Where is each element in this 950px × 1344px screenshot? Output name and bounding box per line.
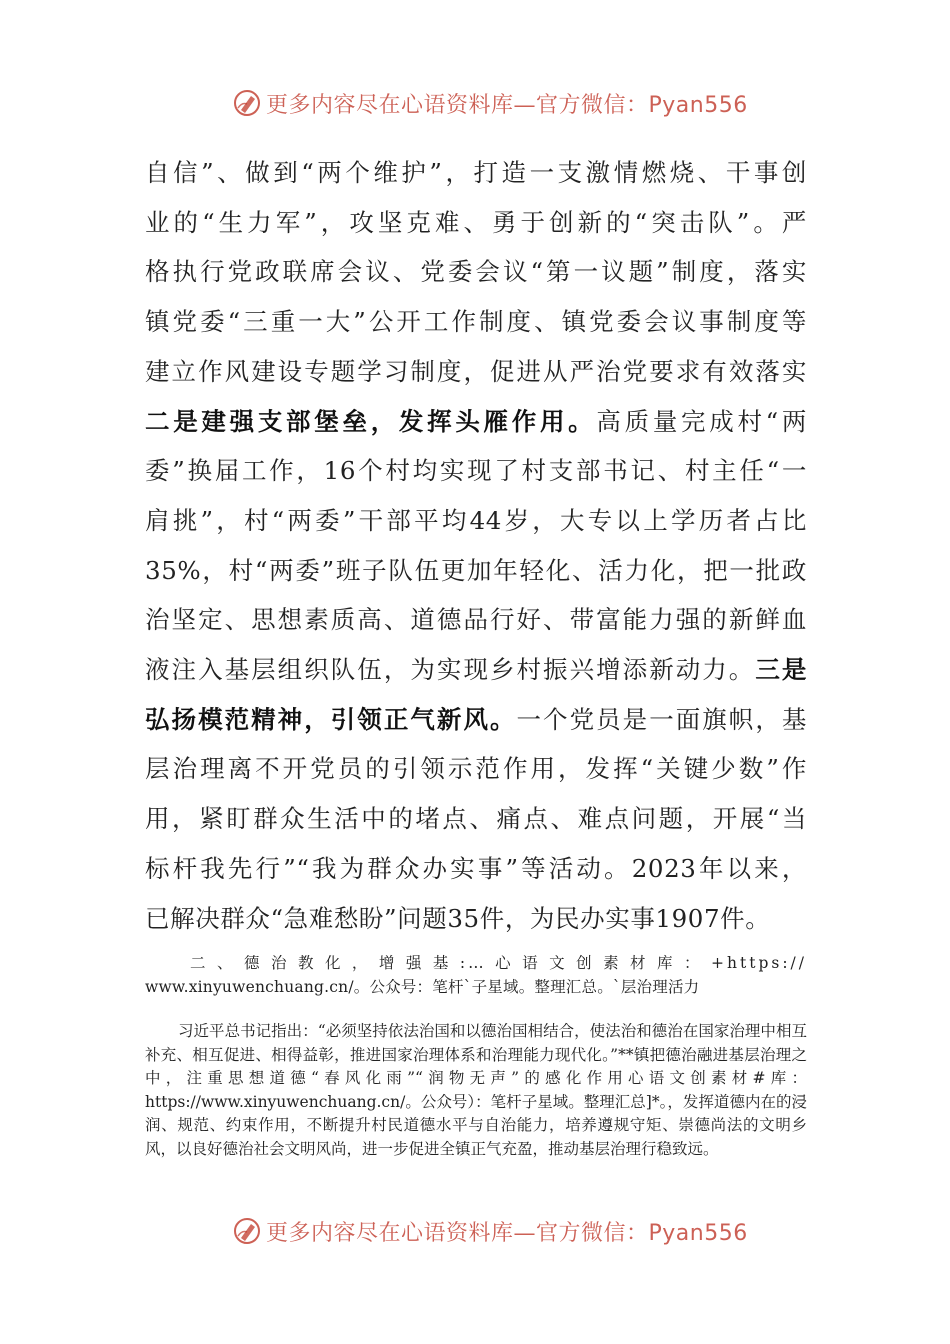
header-banner (0, 83, 950, 123)
text-line: 标杆我先行”“我为群众办实事”等活动。2023年以来， (145, 853, 807, 883)
pen-nib-logo-icon (232, 88, 262, 118)
wechat-id: Pyan556 (648, 92, 748, 118)
quote-text: 习近平总书记指出：“必须坚持依法治国和以德治国相结合，使法治和德治在国家治理中相互补充、相互促进、相得益彰，推进国家治理体系和治理能力现代化。”**镇把德治融进基层治理之中，注重思想道德“春风化雨”“润物无声”的感化作用心语文创素材#库：https://www.xinyuwenchuang.cn/。公众号）：笔杆子星域。整理汇总]*。，发挥道德内在的浸润、规范、约束作用，不断提升村民道德水平与自治能力，培养遵规守矩、崇德尚法的文明乡风，以良好德治社会文明风尚，进一步促进全镇正气充盈，推动基层治理行稳致远。 (145, 1022, 807, 1158)
text-line: 建立作风建设专题学习制度，促进从严治党要求有效落实 (145, 356, 807, 386)
banner-text: 更多内容尽在心语资料库—官方微信：Pyan556 (266, 1220, 748, 1246)
text-line: 镇党委“三重一大”公开工作制度、镇党委会议事制度等 (145, 307, 807, 337)
text-line: 委”换届工作，16个村均实现了村支部书记、村主任“一 (145, 456, 807, 486)
text-line: 液注入基层组织队伍，为实现乡村振兴增添新动力。三是 (145, 655, 807, 685)
section-heading-line1: 二、德治教化，增强基:…心语文创素材库：+https:// (190, 954, 807, 972)
section-heading (145, 952, 807, 999)
text-line: 层治理离不开党员的引领示范作用，发挥“关键少数”作 (145, 754, 807, 784)
text-line: 35%，村“两委”班子队伍更加年轻化、活力化，把一批政 (145, 555, 807, 585)
wechat-id: Pyan556 (648, 1220, 748, 1246)
main-body-text (145, 148, 807, 943)
text-line: 自信”、做到“两个维护”，打造一支激情燃烧、干事创 (145, 158, 807, 187)
footer-banner (0, 1211, 950, 1251)
text-line: 二是建强支部堡垒，发挥头雁作用。高质量完成村“两 (145, 406, 807, 436)
subheading-three: 弘扬模范精神，引领正气新风。 (145, 704, 517, 734)
section-heading-line2: www.xinyuwenchuang.cn/。公众号：笔杆`子星域。整理汇总。`层治理活力 (145, 977, 700, 996)
subheading-three-start: 三是 (755, 655, 807, 685)
banner-text: 更多内容尽在心语资料库—官方微信：Pyan556 (266, 92, 748, 118)
subheading-two: 二是建强支部堡垒，发挥头雁作用。 (145, 406, 597, 436)
text-line: 治坚定、思想素质高、道德品行好、带富能力强的新鲜血 (145, 605, 807, 635)
text-line: 业的“生力军”，攻坚克难、勇于创新的“突击队”。严 (145, 207, 807, 237)
text-line: 弘扬模范精神，引领正气新风。一个党员是一面旗帜，基 (145, 704, 807, 734)
text-line: 格执行党政联席会议、党委会议“第一议题”制度，落实 (145, 257, 807, 287)
text-line: 已解决群众“急难愁盼”问题35件，为民办实事1907件。 (145, 903, 771, 933)
text-line: 肩挑”，村“两委”干部平均44岁，大专以上学历者占比 (145, 505, 807, 535)
text-line: 用，紧盯群众生活中的堵点、痛点、难点问题，开展“当 (145, 804, 807, 834)
quote-paragraph (145, 1020, 807, 1162)
pen-nib-logo-icon (232, 1216, 262, 1246)
